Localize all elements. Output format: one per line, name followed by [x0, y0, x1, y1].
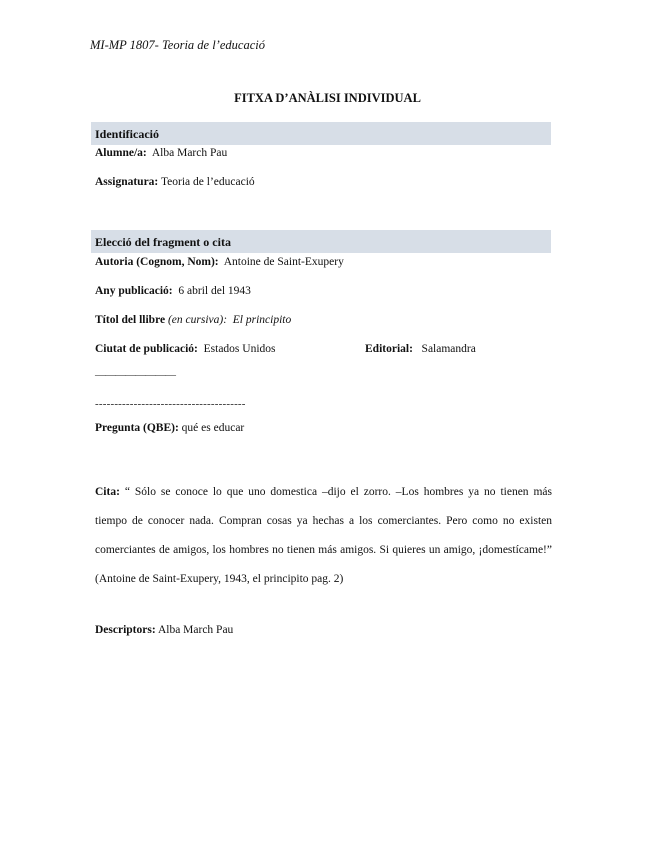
editorial-row — [365, 343, 476, 355]
alumne-row — [95, 147, 227, 159]
pregunta-label: Pregunta (QBE): — [95, 422, 179, 434]
separator-dashes: --------------------------------------- — [95, 398, 246, 410]
section-heading-identificacio: Identificació — [95, 127, 159, 141]
any-value: 6 abril del 1943 — [178, 285, 251, 297]
section-heading-eleccio: Elecció del fragment o cita — [95, 235, 231, 249]
titol-hint: (en cursiva): — [167, 314, 228, 326]
pregunta-row — [95, 422, 244, 434]
autoria-row — [95, 256, 344, 268]
titol-value: El principito — [232, 314, 292, 326]
titol-label: Títol del llibre — [95, 314, 166, 326]
separator-long: ———————— — [95, 369, 175, 381]
cita-paragraph — [95, 478, 552, 594]
any-label: Any publicació: — [95, 285, 173, 297]
cita-label: Cita: — [95, 486, 120, 498]
autoria-value: Antoine de Saint-Exupery — [223, 256, 344, 268]
editorial-label: Editorial: — [365, 343, 413, 355]
assignatura-label: Assignatura: — [95, 176, 159, 188]
section-band-identificacio — [91, 122, 551, 145]
titol-row — [95, 314, 291, 326]
ciutat-value: Estados Unidos — [203, 343, 276, 355]
autoria-label: Autoria (Cognom, Nom): — [95, 256, 219, 268]
document-title: FITXA D’ANÀLISI INDIVIDUAL — [234, 91, 421, 105]
any-row — [95, 285, 251, 297]
pregunta-value: qué es educar — [181, 422, 245, 434]
ciutat-label: Ciutat de publicació: — [95, 343, 198, 355]
section-band-eleccio — [91, 230, 551, 253]
editorial-value: Salamandra — [421, 343, 476, 355]
descriptors-row — [95, 624, 233, 636]
assignatura-value: Teoria de l’educació — [160, 176, 255, 188]
assignatura-row — [95, 176, 255, 188]
descriptors-value: Alba March Pau — [157, 624, 234, 636]
descriptors-label: Descriptors: — [95, 624, 156, 636]
alumne-value: Alba March Pau — [151, 147, 228, 159]
ciutat-row — [95, 343, 276, 355]
course-header: MI-MP 1807- Teoria de l’educació — [90, 38, 265, 52]
alumne-label: Alumne/a: — [95, 147, 147, 159]
cita-value: “ Sólo se conoce lo que uno domestica –dijo el zorro. –Los hombres ya no tienen más tiempo de conocer nada. Compran cosas ya hechas a los comerciantes. Pero como no existen comerciantes de amigos, los hombres no tienen más amigos. Si quieres un amigo, ¡domestícame!” (Antoine de Saint-Exupery, 1943, el principito pag. 2) — [95, 486, 552, 585]
